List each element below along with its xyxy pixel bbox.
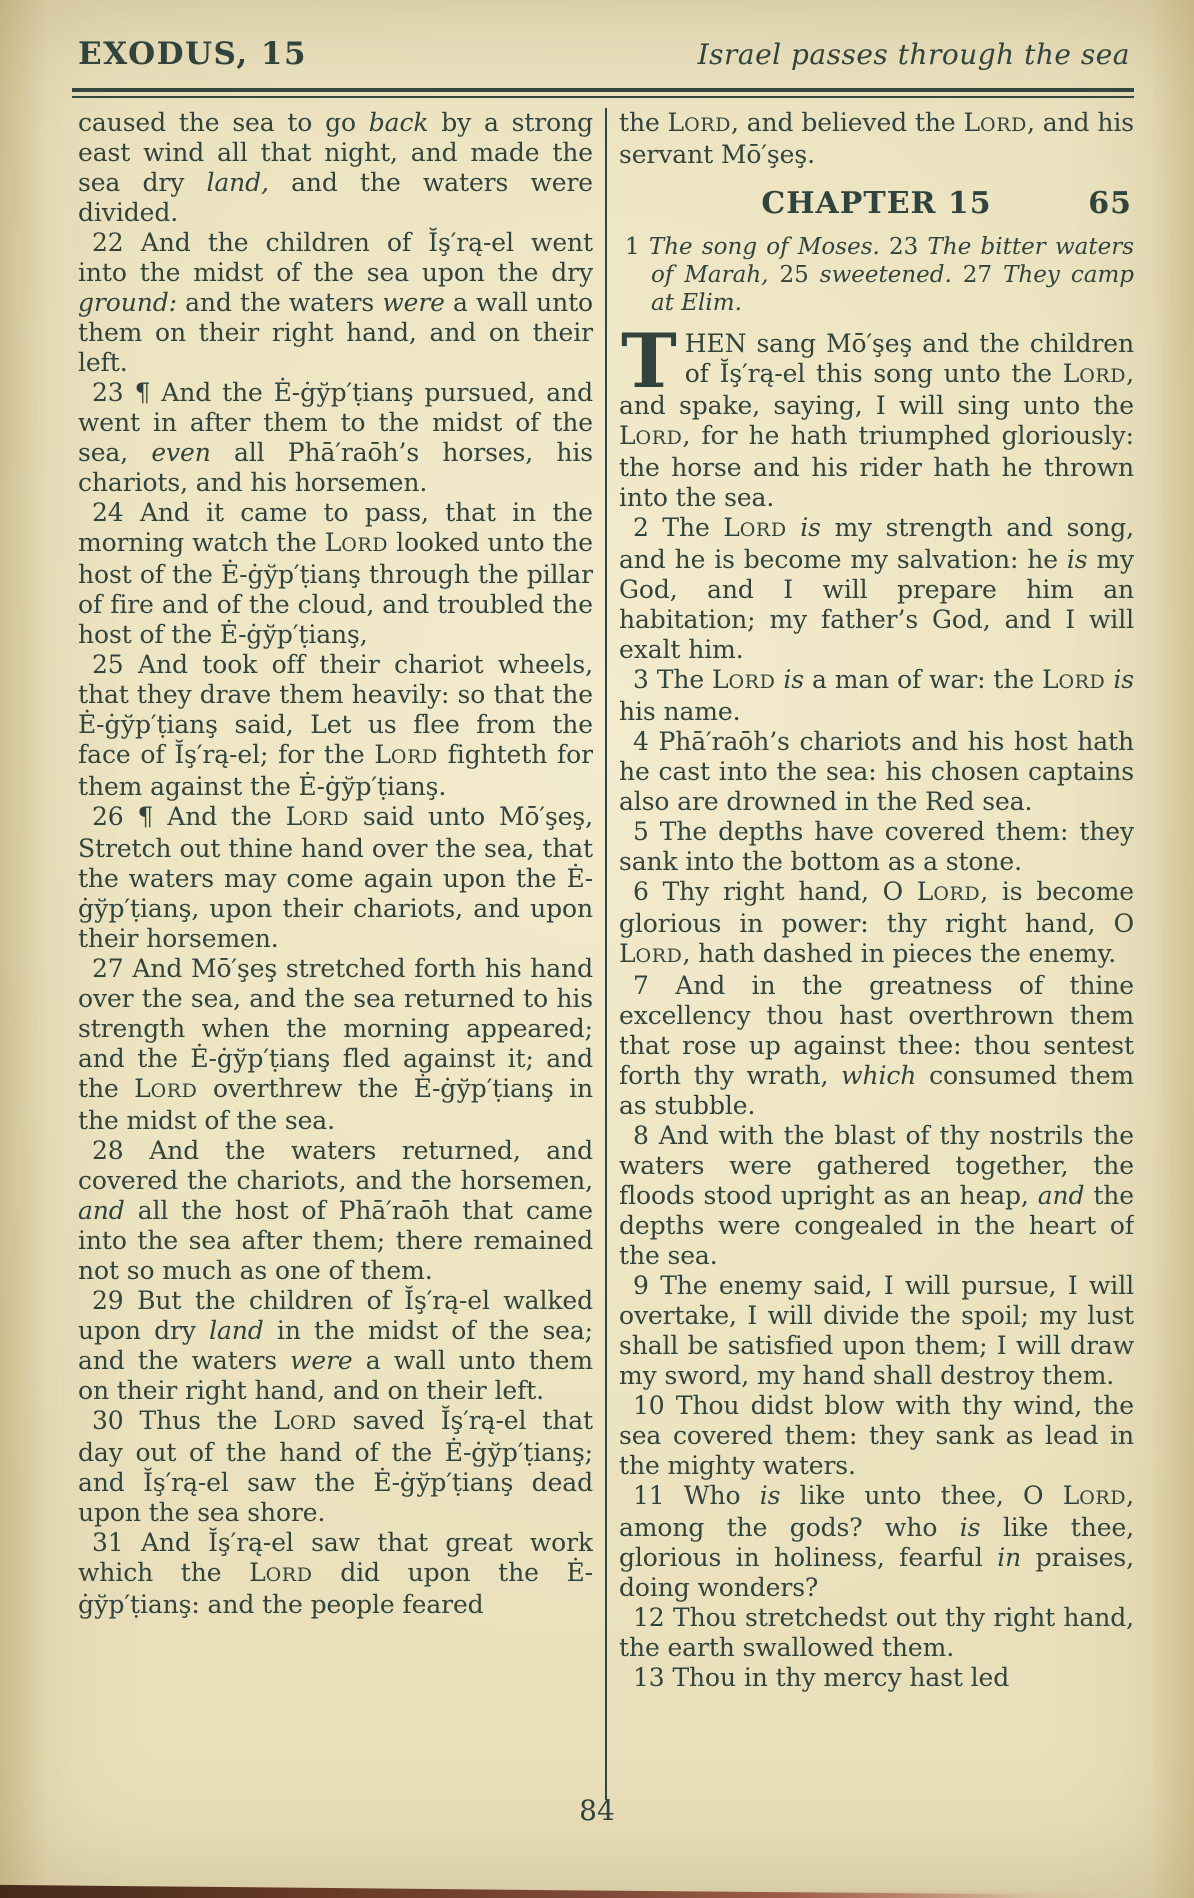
lord-smallcaps: ORD xyxy=(933,883,981,905)
chapter-title: CHAPTER 15 xyxy=(761,186,992,221)
column-divider-rule xyxy=(605,108,607,1800)
lord-smallcaps: ORD xyxy=(289,1412,337,1434)
opening-verse: THEN sang Mō′şeş and the children of Ĭş′rą-el this song unto the LORD, and spake, saying, I will sing unto the LORD, for he hath triumphed gloriously: the horse and his rider hath he thrown into the sea. xyxy=(619,317,1134,512)
chapter-heading xyxy=(619,186,1134,221)
verse-paragraph: 2 The LORD is my strength and song, and he is become my salvation: he is my God, and I will prepare him an habitation; my father’s God, and I will exalt him. xyxy=(619,513,1134,664)
verse-number: 30 xyxy=(92,1406,124,1435)
drop-cap-letter: T xyxy=(621,317,677,405)
verse-number: 26 xyxy=(92,802,124,831)
verse-paragraph: 22 And the children of Ĭş′rą-el went into the midst of the sea upon the dry ground: and the waters were a wall unto them on their right hand, and on their left. xyxy=(78,228,593,377)
verse-number: 4 xyxy=(633,727,649,756)
verse-paragraph: 29 But the children of Ĭş′rą-el walked upon dry land in the midst of the sea; and the waters were a wall unto them on their right hand, and on their left. xyxy=(78,1286,593,1405)
verse-number: 10 xyxy=(633,1391,665,1420)
verse-paragraph: 31 And Ĭş′rą-el saw that great work which the LORD did upon the Ė-ġўp′ṭianş: and the people feared xyxy=(78,1528,593,1619)
chapter-summary: 1 The song of Moses. 23 The bitter waters of Marah, 25 sweetened. 27 They camp at Elim. xyxy=(625,234,1134,316)
lord-smallcaps: ORD xyxy=(728,671,776,693)
verse-paragraph: 28 And the waters returned, and covered the chariots, and the horsemen, and all the host of Phā′raōh that came into the sea after them; there remained not so much as one of them. xyxy=(78,1136,593,1285)
verse-paragraph: 10 Thou didst blow with thy wind, the sea covered them: they sank as lead in the mighty waters. xyxy=(619,1391,1134,1480)
lord-smallcaps: ORD xyxy=(1079,365,1127,387)
lord-smallcaps: ORD xyxy=(150,1080,198,1102)
verse-continuation: the LORD, and believed the LORD, and his servant Mō′şeş. xyxy=(619,108,1134,169)
verse-number: 11 xyxy=(633,1481,665,1510)
verse-continuation: caused the sea to go back by a strong east wind all that night, and made the sea dry land, and the waters were divided. xyxy=(78,108,593,227)
lord-smallcaps: ORD xyxy=(1079,1487,1127,1509)
lord-smallcaps: ORD xyxy=(635,945,683,967)
running-head-title: Israel passes through the sea xyxy=(697,38,1130,71)
verse-number: 31 xyxy=(92,1528,124,1557)
verse-number: 13 xyxy=(633,1663,665,1692)
verse-paragraph: 13 Thou in thy mercy hast led xyxy=(633,1663,1010,1692)
lord-smallcaps: ORD xyxy=(341,534,389,556)
text-columns xyxy=(78,108,1134,1800)
book-chapter-label: EXODUS, 15 xyxy=(78,36,308,72)
verse-paragraph: 9 The enemy said, I will pursue, I will overtake, I will divide the spoil; my lust shall be satisfied upon them; I will draw my sword, my hand shall destroy them. xyxy=(619,1271,1134,1390)
verse-number: 2 xyxy=(633,513,649,542)
verse-number: 28 xyxy=(92,1136,124,1165)
verse-paragraph: 5 The depths have covered them: they sank into the bottom as a stone. xyxy=(619,817,1134,876)
verse-number: 9 xyxy=(633,1271,649,1300)
verse-paragraph: 24 And it came to pass, that in the morning watch the LORD looked unto the host of the Ė-ġўp′ṭianş through the pillar of fire and of the cloud, and troubled the host of the Ė-ġўp′ṭianş, xyxy=(78,498,593,649)
verse-number: 23 xyxy=(92,378,124,407)
verse-number: 24 xyxy=(92,498,124,527)
header-double-rule xyxy=(72,88,1134,98)
lord-smallcaps: ORD xyxy=(1058,671,1106,693)
lord-smallcaps: ORD xyxy=(390,746,438,768)
verse-number: 5 xyxy=(633,817,649,846)
lord-smallcaps: ORD xyxy=(635,427,683,449)
verse-paragraph: 8 And with the blast of thy nostrils the waters were gathered together, the floods stood upright as an heap, and the depths were congealed in the heart of the sea. xyxy=(619,1121,1134,1270)
verse-paragraph: 25 And took off their chariot wheels, that they drave them heavily: so that the Ė-ġўp′ṭianş said, Let us flee from the face of Ĭş′rą-el; for the LORD fighteth for them against the Ė-ġўp′ṭianş. xyxy=(78,650,593,801)
page-bottom-edge xyxy=(0,1882,1194,1898)
verse-paragraph: 26 ¶ And the LORD said unto Mō′şeş, Stretch out thine hand over the sea, that the waters may come again upon the Ė-ġўp′ṭianş, upon their chariots, and upon their horsemen. xyxy=(78,802,593,953)
verse-paragraph: 23 ¶ And the Ė-ġўp′ṭianş pursued, and went in after them to the midst of the sea, even all Phā′raōh’s horses, his chariots, and his horsemen. xyxy=(78,378,593,497)
lord-smallcaps: ORD xyxy=(980,114,1027,136)
verse-number: 27 xyxy=(92,954,124,983)
pilcrow-mark: ¶ xyxy=(134,378,151,407)
verse-number: 12 xyxy=(633,1603,665,1632)
right-column xyxy=(619,108,1134,1800)
verse-number: 29 xyxy=(92,1286,124,1315)
running-head xyxy=(78,36,1130,72)
verse-number: 3 xyxy=(633,665,649,694)
verse-paragraph: 4 Phā′raōh’s chariots and his host hath he cast into the sea: his chosen captains also are drowned in the Red sea. xyxy=(619,727,1134,816)
page-number: 84 xyxy=(579,1794,615,1827)
section-number: 65 xyxy=(1088,186,1132,221)
lord-smallcaps: ORD xyxy=(265,1564,313,1586)
verse-paragraph: 30 Thus the LORD saved Ĭş′rą-el that day out of the hand of the Ė-ġўp′ṭianş; and Ĭş′rą-el saw the Ė-ġўp′ṭianş dead upon the sea shore. xyxy=(78,1406,593,1527)
verse-paragraph: 6 Thy right hand, O LORD, is become glorious in power: thy right hand, O LORD, hath dashed in pieces the enemy. xyxy=(619,877,1134,968)
verse-number: 7 xyxy=(633,971,649,1000)
verse-number: 6 xyxy=(633,877,649,906)
lord-smallcaps: ORD xyxy=(739,519,787,541)
verse-paragraph: 27 And Mō′şeş stretched forth his hand over the sea, and the sea returned to his strength when the morning appeared; and the Ė-ġўp′ṭianş fled against it; and the LORD overthrew the Ė-ġўp′ṭianş in the midst of the sea. xyxy=(78,954,593,1135)
lord-smallcaps: ORD xyxy=(684,114,731,136)
pilcrow-mark: ¶ xyxy=(137,802,154,831)
lord-smallcaps: ORD xyxy=(302,808,350,830)
verse-number: 25 xyxy=(92,650,124,679)
verse-number: 8 xyxy=(633,1121,649,1150)
verse-paragraph: 7 And in the greatness of thine excellency thou hast overthrown them that rose up against thee: thou sentest forth thy wrath, which consumed them as stubble. xyxy=(619,971,1134,1120)
left-column xyxy=(78,108,593,1800)
verse-number: 22 xyxy=(92,228,124,257)
verse-paragraph: 3 The LORD is a man of war: the LORD is his name. xyxy=(619,665,1134,726)
verse-paragraph: 11 Who is like unto thee, O LORD, among the gods? who is like thee, glorious in holiness, fearful in praises, doing wonders? xyxy=(619,1481,1134,1602)
verse-paragraph: 12 Thou stretchedst out thy right hand, the earth swallowed them. xyxy=(619,1603,1134,1662)
